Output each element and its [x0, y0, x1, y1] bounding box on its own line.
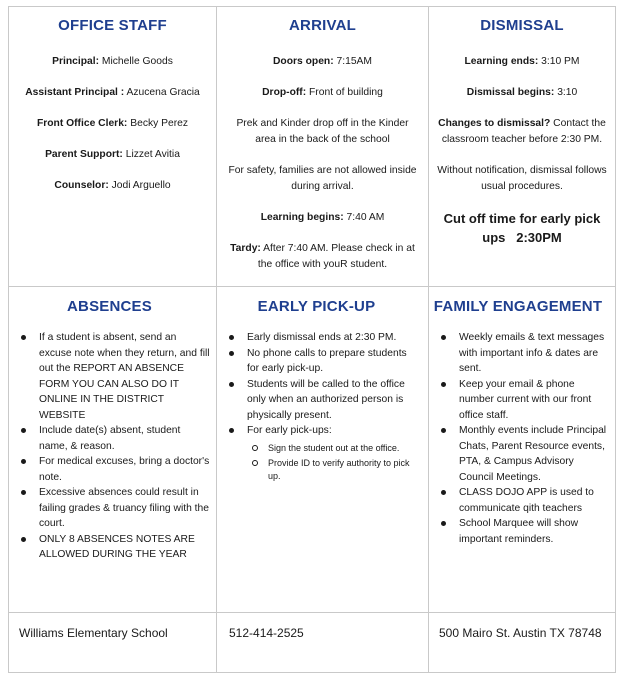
absences-section — [9, 287, 216, 612]
parent-support-row — [9, 147, 216, 163]
notification-note: Without notification, dismissal follows usual procedures. — [437, 165, 607, 192]
office-staff-section — [9, 7, 216, 286]
family-engagement-section — [429, 287, 615, 612]
doors-open-value: 7:15AM — [333, 56, 372, 67]
counselor-value: Jodi Arguello — [108, 180, 171, 191]
doors-open-row — [227, 54, 418, 70]
list-item: Students will be called to the office only when an authorized person is physically present. — [217, 377, 416, 424]
dismissal-title: DISMISSAL — [480, 17, 564, 34]
footer-school-cell — [9, 613, 216, 672]
office-staff-title: OFFICE STAFF — [58, 17, 167, 34]
front-office-clerk-value: Becky Perez — [127, 118, 189, 129]
list-item: Weekly emails & text messages with important info & dates are sent. — [429, 330, 607, 377]
early-pickup-section — [217, 287, 428, 612]
list-item: Excessive absences could result in failing grades & truancy filing with the court. — [9, 485, 210, 532]
arrival-section — [217, 7, 428, 286]
school-phone: 512-414-2525 — [229, 626, 304, 640]
list-item: School Marquee will show important reminders. — [429, 516, 607, 547]
counselor-row — [9, 178, 216, 194]
dismissal-begins-label: Dismissal begins: — [466, 87, 555, 98]
front-office-clerk-label: Front Office Clerk: — [36, 118, 128, 129]
early-pickup-cutoff: Cut off time for early pick ups 2:30PM — [443, 211, 604, 245]
list-item — [217, 423, 416, 483]
learning-begins-value: 7:40 AM — [343, 212, 385, 223]
list-item: Monthly events include Principal Chats, Parent Resource events, PTA, & Campus Advisory Council Meetings. — [429, 423, 607, 485]
tardy-row — [227, 241, 418, 273]
learning-begins-label: Learning begins: — [260, 212, 344, 223]
list-item: For medical excuses, bring a doctor's note. — [9, 454, 210, 485]
learning-ends-row — [437, 54, 607, 70]
learning-begins-row — [227, 210, 418, 226]
drop-off-label: Drop-off: — [262, 87, 307, 98]
footer-address-cell — [429, 613, 615, 672]
info-grid — [8, 6, 616, 673]
list-item: Early dismissal ends at 2:30 PM. — [217, 330, 416, 346]
dismissal-section — [429, 7, 615, 286]
assistant-principal-row — [9, 85, 216, 101]
doors-open-label: Doors open: — [273, 56, 334, 67]
dismissal-begins-value: 3:10 — [554, 87, 578, 98]
tardy-label: Tardy: — [230, 243, 261, 254]
parent-support-value: Lizzet Avitia — [122, 149, 180, 160]
principal-label: Principal: — [52, 56, 100, 67]
school-name: Williams Elementary School — [19, 626, 168, 640]
principal-value: Michelle Goods — [99, 56, 173, 67]
early-pickup-title: EARLY PICK-UP — [257, 298, 376, 315]
list-item: CLASS DOJO APP is used to communicate qith teachers — [429, 485, 607, 516]
learning-ends-label: Learning ends: — [464, 56, 539, 67]
learning-ends-value: 3:10 PM — [538, 56, 580, 67]
early-pickup-sublist — [247, 442, 416, 483]
early-pickup-list — [217, 330, 416, 483]
footer-phone-cell — [217, 613, 428, 672]
list-item-text: For early pick-ups: — [247, 425, 332, 436]
school-address: 500 Mairo St. Austin TX 78748 — [439, 626, 602, 640]
list-item: Include date(s) absent, student name, & reason. — [9, 423, 210, 454]
changes-to-dismissal-row — [437, 116, 607, 148]
absences-list — [9, 330, 210, 563]
assistant-principal-label: Assistant Principal : — [25, 87, 125, 98]
dismissal-begins-row — [437, 85, 607, 101]
tardy-value: After 7:40 AM. Please check in at the office with youR student. — [257, 243, 415, 270]
family-engagement-list — [429, 330, 607, 547]
list-item: If a student is absent, send an excuse note when they return, and fill out the REPORT AN ABSENCE FORM YOU CAN ALSO DO IT ONLINE IN THE DISTRICT WEBSITE — [9, 330, 210, 423]
counselor-label: Counselor: — [54, 180, 109, 191]
drop-off-row — [227, 85, 418, 101]
family-engagement-title: FAMILY ENGAGEMENT — [433, 298, 603, 315]
safety-note: For safety, families are not allowed inside during arrival. — [228, 165, 417, 192]
list-item: ONLY 8 ABSENCES NOTES ARE ALLOWED DURING THE YEAR — [9, 532, 210, 563]
sub-list-item: Provide ID to verify authority to pick up. — [247, 457, 416, 483]
absences-title: ABSENCES — [67, 298, 152, 315]
drop-off-value: Front of building — [306, 87, 383, 98]
sub-list-item: Sign the student out at the office. — [247, 442, 416, 455]
parent-support-label: Parent Support: — [45, 149, 123, 160]
changes-to-dismissal-value: Contact the classroom teacher before 2:30 PM. — [441, 118, 606, 145]
principal-row — [9, 54, 216, 70]
list-item: No phone calls to prepare students for early pick-up. — [217, 346, 416, 377]
front-office-clerk-row — [9, 116, 216, 132]
prek-kinder-note: Prek and Kinder drop off in the Kinder area in the back of the school — [236, 118, 409, 145]
changes-to-dismissal-label: Changes to dismissal? — [438, 118, 551, 129]
list-item: Keep your email & phone number current with our front office staff. — [429, 377, 607, 424]
arrival-title: ARRIVAL — [289, 17, 356, 34]
assistant-principal-value: Azucena Gracia — [124, 87, 200, 98]
